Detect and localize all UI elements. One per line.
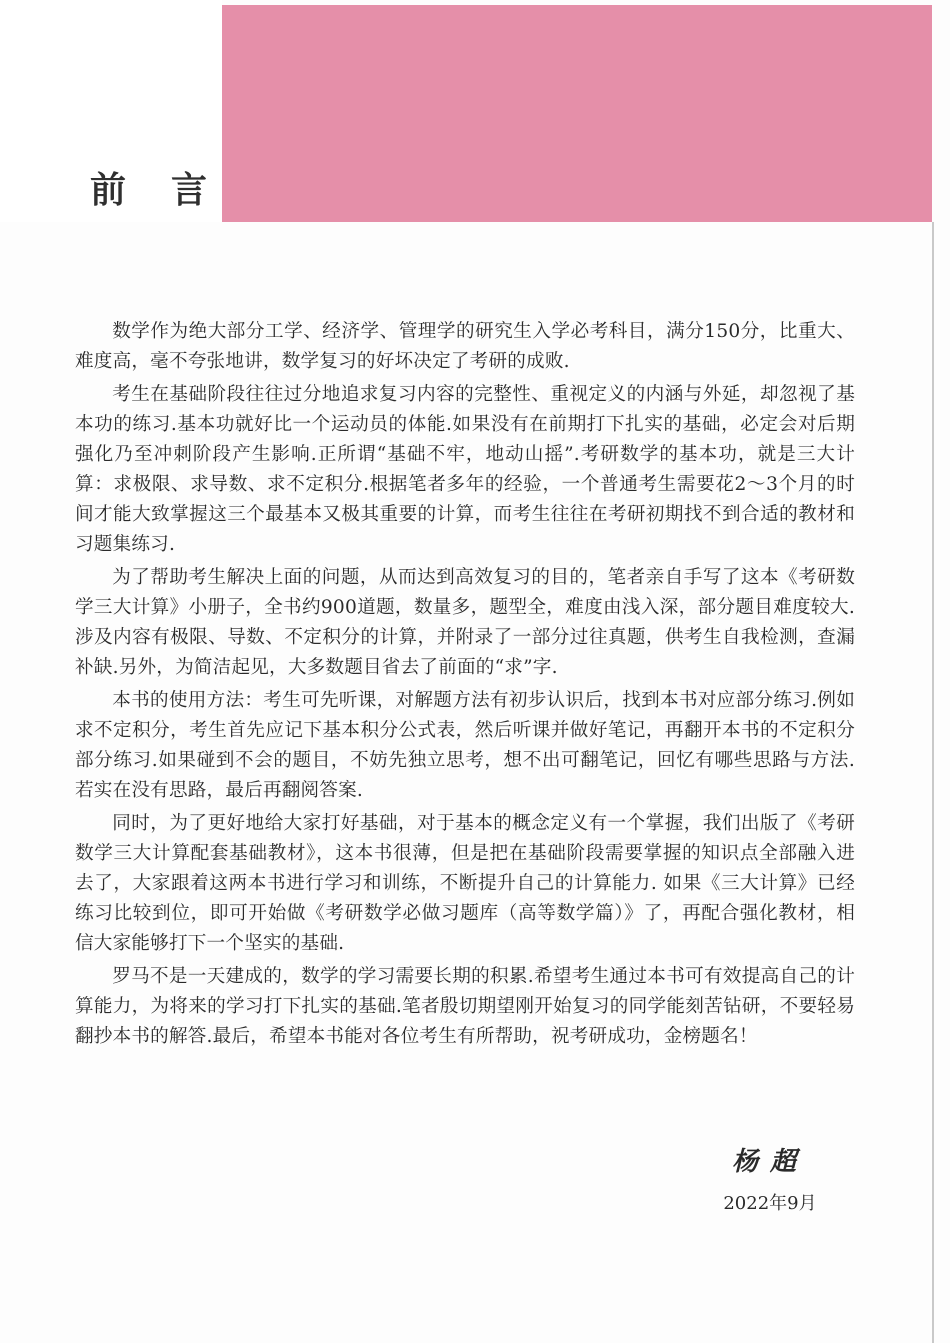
title-char-2: 言 <box>171 170 208 211</box>
paragraph-5: 同时，为了更好地给大家打好基础，对于基本的概念定义有一个掌握，我们出版了《考研数学三大计算配套基础教材》，这本书很薄，但是把在基础阶段需要掌握的知识点全部融入进去了，大家跟着这两本书进行学习和训练，不断提升自己的计算能力. 如果《三大计算》已经练习比较到位，即可开始做《考研数学必做习题库（高等数学篇）》了，再配合强化教材，相信大家能够打下一个坚实的基础. <box>75 813 855 954</box>
paragraph-6: 罗马不是一天建成的，数学的学习需要长期的积累.希望考生通过本书可有效提高自己的计算能力，为将来的学习打下扎实的基础.笔者殷切期望刚开始复习的同学能刻苦钻研，不要轻易翻抄本书的解答.最后，希望本书能对各位考生有所帮助，祝考研成功，金榜题名！ <box>75 966 855 1047</box>
preface-body <box>75 317 855 1055</box>
paragraph-3: 为了帮助考生解决上面的问题，从而达到高效复习的目的，笔者亲自手写了这本《考研数学三大计算》小册子，全书约900道题，数量多，题型全，难度由浅入深，部分题目难度较大.涉及内容有极限、导数、不定积分的计算，并附录了一部分过往真题，供考生自我检测，查漏补缺.另外，为简洁起见，大多数题目省去了前面的“求”字. <box>75 567 855 678</box>
header-color-band <box>222 5 932 222</box>
page-title <box>90 167 230 215</box>
signature-date: 2022年9月 <box>723 1193 817 1214</box>
signature-block <box>690 1145 850 1219</box>
title-char-1: 前 <box>90 170 127 211</box>
paragraph-1: 数学作为绝大部分工学、经济学、管理学的研究生入学必考科目，满分150分，比重大、难度高，毫不夸张地讲，数学复习的好坏决定了考研的成败. <box>75 321 855 372</box>
page-edge-line <box>932 222 934 1343</box>
paragraph-2: 考生在基础阶段往往过分地追求复习内容的完整性、重视定义的内涵与外延，却忽视了基本功的练习.基本功就好比一个运动员的体能.如果没有在前期打下扎实的基础，必定会对后期强化乃至冲刺阶段产生影响.正所谓“基础不牢，地动山摇”.考研数学的基本功，就是三大计算：求极限、求导数、求不定积分.根据笔者多年的经验，一个普通考生需要花2～3个月的时间才能大致掌握这三个最基本又极其重要的计算，而考生往往在考研初期找不到合适的教材和习题集练习. <box>75 384 855 555</box>
paragraph-4: 本书的使用方法：考生可先听课，对解题方法有初步认识后，找到本书对应部分练习.例如求不定积分，考生首先应记下基本积分公式表，然后听课并做好笔记，再翻开本书的不定积分部分练习.如果碰到不会的题目，不妨先独立思考，想不出可翻笔记，回忆有哪些思路与方法.若实在没有思路，最后再翻阅答案. <box>75 690 855 801</box>
author-signature: 杨超 <box>731 1147 808 1177</box>
